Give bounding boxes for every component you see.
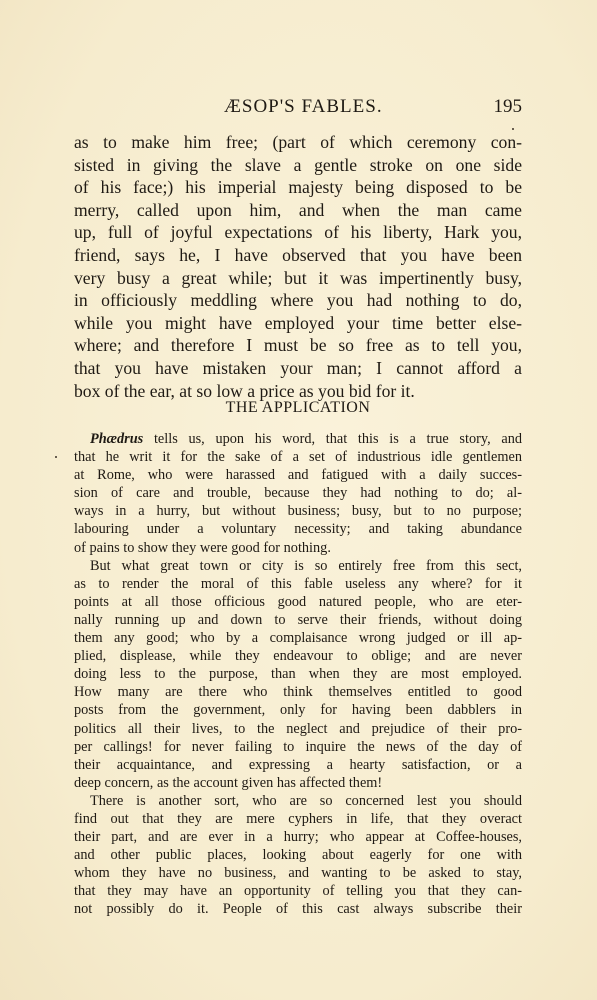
text-line: There is another sort, who are so concerned lest you should (90, 792, 522, 809)
application-text (74, 430, 522, 919)
text-line: as to render the moral of this fable useless any where? for it (74, 575, 522, 592)
text-line: whom they have no business, and wanting to be asked to stay, (74, 865, 522, 882)
text-line: sisted in giving the slave a gentle stroke on one side (74, 154, 522, 175)
text-line: per callings! for never failing to inquire the news of the day of (74, 738, 522, 755)
text-line: plied, displease, while they endeavour to oblige; and are never (74, 648, 522, 665)
text-line: in officiously meddling where you had nothing to do, (74, 290, 522, 311)
page-header (74, 96, 522, 120)
section-heading: THE APPLICATION (225, 399, 371, 416)
text-line: very busy a great while; but it was impertinently busy, (74, 267, 522, 288)
text-line: politics all their lives, to the neglect and prejudice of their pro- (74, 720, 522, 737)
text-line: where; and therefore I must be so free as to tell you, (74, 335, 522, 356)
fable-text (74, 131, 522, 402)
text-line: friend, says he, I have observed that you have been (74, 244, 522, 265)
author-name: Phædrus (90, 431, 144, 447)
ink-speck (55, 456, 57, 458)
text-line: their part, and are ever in a hurry; who appear at Coffee-houses, (74, 829, 522, 846)
page-number: 195 (493, 96, 522, 117)
text-line: that they may have an opportunity of telling you that they can- (74, 883, 522, 900)
text-line: that you have mistaken your man; I cannot afford a (74, 357, 522, 378)
text-line: up, full of joyful expectations of his liberty, Hark you, (74, 222, 522, 243)
text-line: them any good; who by a complaisance wrong judged or ill ap- (74, 630, 522, 647)
text-line (74, 430, 522, 448)
text-line: and other public places, looking about eagerly for one with (74, 847, 522, 864)
text-line: box of the ear, at so low a price as you bid for it. (74, 380, 415, 401)
text-line: deep concern, as the account given has affected them! (74, 774, 383, 791)
text-line: points at all those officious good natured people, who are eter- (74, 593, 522, 610)
text-line: merry, called upon him, and when the man came (74, 199, 522, 220)
ink-speck (512, 128, 514, 130)
text-line: ways in a hurry, but without business; busy, but to no purpose; (74, 503, 522, 520)
text-line: that he writ it for the sake of a set of industrious idle gentlemen (74, 449, 522, 466)
text-line: at Rome, who were harassed and fatigued with a daily succes- (74, 467, 522, 484)
text-line: not possibly do it. People of this cast always subscribe their (74, 901, 522, 918)
text-line: of pains to show they were good for nothing. (74, 539, 331, 556)
text-line: How many are there who think themselves entitled to good (74, 684, 522, 701)
text-line: find out that they are mere cyphers in life, that they overact (74, 810, 522, 827)
text-line: nally running up and down to serve their friends, without doing (74, 611, 522, 628)
running-title: ÆSOP'S FABLES. (224, 96, 383, 117)
text-line: labouring under a voluntary necessity; and taking abundance (74, 521, 522, 538)
text-line: as to make him free; (part of which ceremony con- (74, 132, 522, 152)
text-line: But what great town or city is so entirely free from this sect, (90, 557, 522, 574)
text-line: of his face;) his imperial majesty being disposed to be (74, 177, 522, 198)
line-rest: tells us, upon his word, that this is a true story, and (143, 431, 522, 447)
text-line: their acquaintance, and expressing a hearty satisfaction, or a (74, 756, 522, 773)
text-line: doing less to the purpose, than when they are most employed. (74, 666, 522, 683)
text-line: posts from the government, only for having been dabblers in (74, 702, 522, 719)
text-line: while you might have employed your time better else- (74, 312, 522, 333)
text-line: sion of care and trouble, because they had nothing to do; al- (74, 485, 522, 502)
